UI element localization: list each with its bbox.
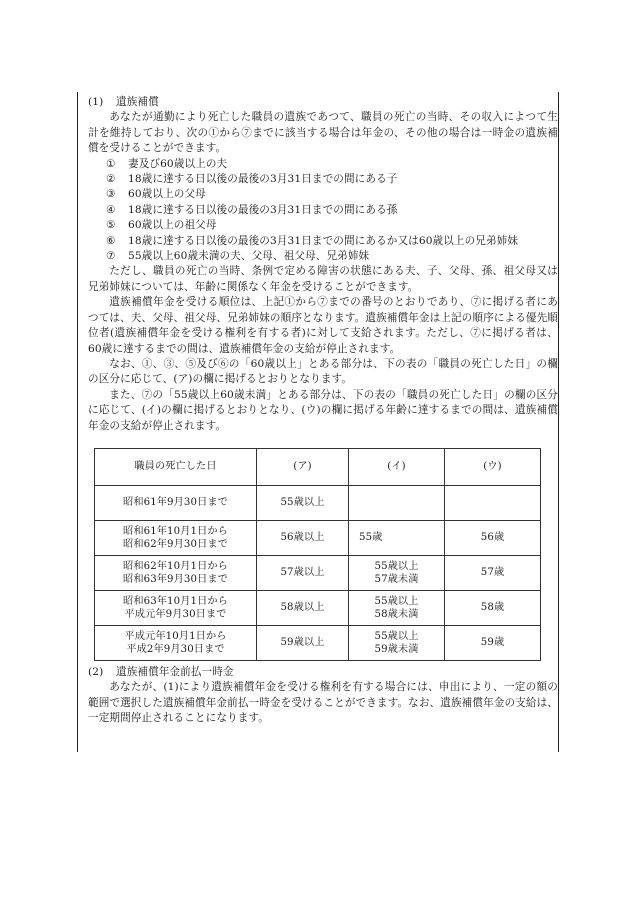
cell-b [349, 485, 445, 520]
cell-date: 昭和63年10月1日から 平成元年9月30日まで [95, 590, 257, 625]
table-row [95, 485, 541, 520]
cell-b: 55歳以上 59歳未満 [349, 625, 445, 660]
list-item: ⑥ 18歳に達する日以後の最後の3月31日までの間にあるか又は60歳以上の兄弟姉妹 [106, 234, 519, 247]
table-header-row [95, 448, 541, 485]
cell-c: 58歳 [445, 590, 541, 625]
table-row [95, 520, 541, 555]
section2-number: (2) [88, 665, 104, 678]
cell-date: 平成元年10月1日から 平成2年9月30日まで [95, 625, 257, 660]
table-row [95, 590, 541, 625]
eligibility-list [88, 157, 558, 265]
cell-b: 55歳以上 58歳未満 [349, 590, 445, 625]
cell-b: 55歳 [349, 520, 445, 555]
header-date: 職員の死亡した日 [95, 448, 257, 485]
cell-a: 58歳以上 [256, 590, 348, 625]
header-c: (ウ) [445, 448, 541, 485]
list-item: ⑤ 60歳以上の祖父母 [106, 219, 217, 232]
cell-c: 59歳 [445, 625, 541, 660]
section1-number: (1) [88, 96, 104, 108]
cell-date: 昭和62年10月1日から 昭和63年9月30日まで [95, 555, 257, 590]
list-item: ④ 18歳に達する日以後の最後の3月31日までの間にある孫 [106, 203, 398, 216]
document-body [88, 95, 558, 727]
cell-c: 57歳 [445, 555, 541, 590]
list-item: ① 妻及び60歳以上の夫 [106, 157, 228, 170]
header-b: (イ) [349, 448, 445, 485]
header-a: (ア) [256, 448, 348, 485]
section1-intro: あなたが通勤により死亡した職員の遺族であつて、職員の死亡の当時、その収入によつて生計を維持しており、次の①から⑦までに該当する場合は年金の、その他の場合は一時金の遺族補償を受けることができます。 [88, 111, 558, 155]
cell-a: 55歳以上 [256, 485, 348, 520]
cell-a: 57歳以上 [256, 555, 348, 590]
section2-heading [88, 665, 558, 680]
age-table [94, 448, 541, 661]
section2-body: あなたが、(1)により遺族補償年金を受ける権利を有する場合には、申出により、一定の額の範囲で選択した遺族補償年金前払一時金を受けることができます。なお、遺族補償年金の支給は、一定期間停止されることになります。 [88, 681, 558, 725]
cell-date: 昭和61年10月1日から 昭和62年9月30日まで [95, 520, 257, 555]
list-item: ② 18歳に達する日以後の最後の3月31日までの間にある子 [106, 173, 398, 186]
table-row [95, 625, 541, 660]
cell-c: 56歳 [445, 520, 541, 555]
paragraph-note-b: また、⑦の「55歳以上60歳未満」とある部分は、下の表の「職員の死亡した日」の欄の区分に応じて、(イ)の欄に掲げるとおりとなり、(ウ)の欄に掲げる年齢に達するまでの間は、遺族補償年金の支給が停止されます。 [88, 388, 558, 432]
list-item: ③ 60歳以上の父母 [106, 188, 206, 201]
cell-b: 55歳以上 57歳未満 [349, 555, 445, 590]
cell-date: 昭和61年9月30日まで [95, 485, 257, 520]
cell-c [445, 485, 541, 520]
section2-title: 遺族補償年金前払一時金 [116, 665, 234, 678]
section1-title: 遺族補償 [116, 96, 159, 108]
section1-heading [88, 95, 558, 110]
cell-a: 56歳以上 [256, 520, 348, 555]
list-item: ⑦ 55歳以上60歳未満の夫、父母、祖父母、兄弟姉妹 [106, 250, 370, 263]
paragraph-order: 遺族補償年金を受ける順位は、上記①から⑦までの番号のとおりであり、⑦に掲げる者にあつては、夫、父母、祖父母、兄弟姉妹の順序となります。遺族補償年金は上記の順序による優先順位者(遺族補償年金を受ける権利を有する者)に対して支給されます。ただし、⑦に掲げる者は、60歳に達するまでの間は、遺族補償年金の支給が停止されます。 [88, 296, 558, 355]
paragraph-exception: ただし、職員の死亡の当時、条例で定める障害の状態にある夫、子、父母、孫、祖父母又は兄弟姉妹については、年齢に関係なく年金を受けることができます。 [88, 265, 558, 293]
cell-a: 59歳以上 [256, 625, 348, 660]
paragraph-note-a: なお、①、③、⑤及び⑥の「60歳以上」とある部分は、下の表の「職員の死亡した日」の欄の区分に応じて、(ア)の欄に掲げるとおりとなります。 [88, 357, 558, 386]
table-row [95, 555, 541, 590]
